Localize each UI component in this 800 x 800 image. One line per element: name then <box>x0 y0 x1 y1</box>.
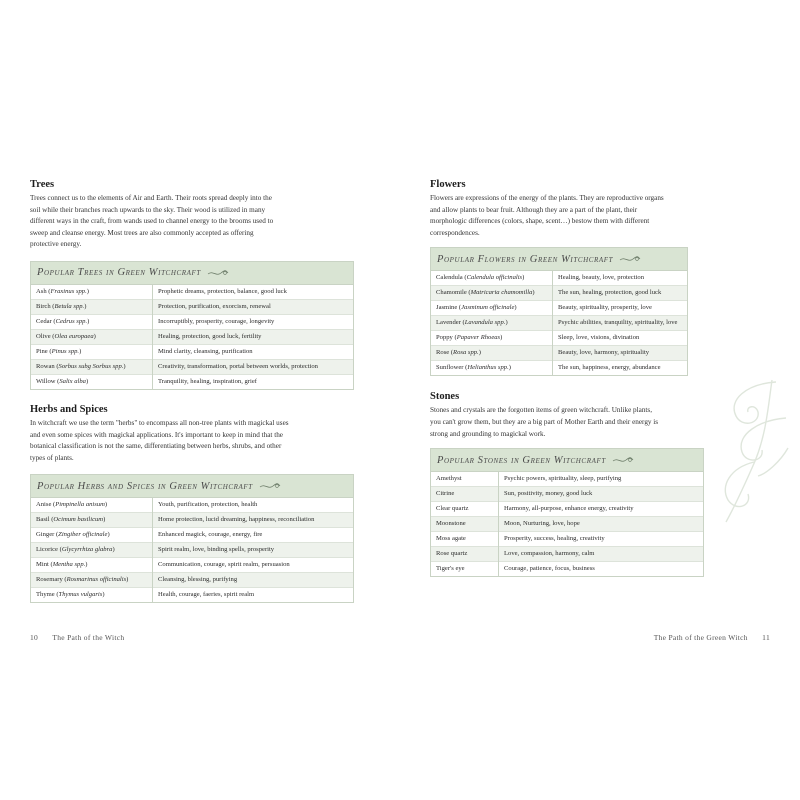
use-cell: Communication, courage, spirit realm, persuasion <box>153 558 354 573</box>
table-row <box>431 361 687 376</box>
use-cell: Sleep, love, visions, divination <box>553 331 688 346</box>
name-cell: Anise (Pimpinella anisum) <box>31 498 153 513</box>
left-page <box>30 178 354 603</box>
use-cell: Psychic powers, spirituality, sleep, purifying <box>504 475 622 483</box>
table-row <box>31 329 353 344</box>
latin-name: Salix alba <box>59 377 86 385</box>
item-name: Ginger <box>36 531 55 539</box>
item-name: Rose <box>436 349 450 357</box>
use-cell: Protection, purification, exorcism, renewal <box>153 299 354 314</box>
table-row <box>31 513 353 528</box>
table-row <box>431 562 703 577</box>
right-footer <box>654 633 770 642</box>
item-name: Pine <box>36 347 48 355</box>
latin-name: Zingiber officinale <box>58 531 108 539</box>
trees-table-body <box>31 285 353 389</box>
item-name: Birch <box>36 302 51 310</box>
item-name: Olive <box>36 332 51 340</box>
latin-name: Cedrus spp. <box>55 317 88 325</box>
latin-name: Fraxinus spp. <box>50 287 87 295</box>
name-cell <box>431 562 499 577</box>
item-name: Licorice <box>36 546 58 554</box>
item-name: Chamomile <box>436 289 467 297</box>
name-cell: Basil (Ocimum basilicum) <box>31 513 153 528</box>
herbs-table-body <box>31 498 353 602</box>
table-row <box>31 299 353 314</box>
item-name: Ash <box>36 287 47 295</box>
name-cell: Mint (Mentha spp.) <box>31 558 153 573</box>
use-cell: Sun, positivity, money, good luck <box>499 487 704 502</box>
name-cell <box>431 472 499 487</box>
table-row <box>31 498 353 513</box>
use-cell: Incorruptibly, prosperity, courage, longevity <box>153 314 354 329</box>
item-name: Rowan <box>36 362 55 370</box>
name-cell: Calendula (Calendula officinalis) <box>431 271 553 286</box>
latin-name: Pimpinella anisum <box>55 501 105 509</box>
latin-name: Pinus spp. <box>51 347 80 355</box>
stones-heading: Stones <box>430 391 460 403</box>
stones-paragraph: Stones and crystals are the forgotten items of green witchcraft. Unlike plants, you can't grow them, but they are a big part of Mother Earth and their energy is strong and grounding to magickal work. <box>430 406 659 438</box>
latin-name: Sorbus subg Sorbus spp. <box>58 362 124 370</box>
table-row <box>431 502 703 517</box>
flourish-icon <box>207 269 229 277</box>
name-cell <box>431 517 499 532</box>
flowers-table <box>430 247 688 376</box>
item-name: Cedar <box>36 317 52 325</box>
use-cell: Creativity, transformation, portal between worlds, protection <box>153 359 354 374</box>
item-name: Calendula <box>436 274 463 282</box>
stones-table-header <box>431 449 703 472</box>
herbs-table-title: Popular Herbs and Spices in Green Witchcraft <box>37 480 253 492</box>
use-cell: Enhanced magick, courage, energy, fire <box>153 528 354 543</box>
table-row <box>431 517 703 532</box>
name-cell: Sunflower (Helianthus spp.) <box>431 361 553 376</box>
use-cell: Psychic abilities, tranquility, spirituality, love <box>553 316 688 331</box>
table-row <box>431 547 703 562</box>
latin-name: Rosmarinus officinalis <box>66 576 127 584</box>
name-cell: Pine (Pinus spp.) <box>31 344 153 359</box>
name-cell: Ash (Fraxinus spp.) <box>31 285 153 300</box>
table-row <box>31 359 353 374</box>
name-cell: Birch (Betula spp.) <box>31 299 153 314</box>
latin-name: Betula spp. <box>54 302 85 310</box>
use-cell: Tranquility, healing, inspiration, grief <box>153 374 354 389</box>
table-row <box>431 316 687 331</box>
trees-table-title: Popular Trees in Green Witchcraft <box>37 267 201 279</box>
use-cell: Moon, Nurturing, love, hope <box>499 517 704 532</box>
name-cell: Jasmine (Jasminum officinale) <box>431 301 553 316</box>
herbs-table-header <box>31 475 353 498</box>
latin-name: Lavandula spp. <box>464 319 506 327</box>
table-row <box>431 331 687 346</box>
item-name: Mint <box>36 561 49 569</box>
table-row <box>31 314 353 329</box>
name-cell <box>431 502 499 517</box>
table-row <box>431 286 687 301</box>
item-name: Willow <box>36 377 56 385</box>
left-footer <box>30 633 124 642</box>
name-cell: Ginger (Zingiber officinale) <box>31 528 153 543</box>
latin-name: Helianthus spp. <box>467 364 509 372</box>
latin-name: Papaver Rhoeas <box>456 334 501 342</box>
name-cell: Rowan (Sorbus subg Sorbus spp.) <box>31 359 153 374</box>
name-cell <box>431 487 499 502</box>
use-cell: Healing, beauty, love, protection <box>558 274 644 282</box>
trees-table-header <box>31 262 353 285</box>
name-cell <box>431 547 499 562</box>
stones-table-title: Popular Stones in Green Witchcraft <box>437 454 606 466</box>
use-cell: Love, compassion, harmony, calm <box>499 547 704 562</box>
swirl-ornament-icon <box>706 378 790 524</box>
use-cell: Harmony, all-purpose, enhance energy, creativity <box>499 502 704 517</box>
use-cell: Courage, patience, focus, business <box>499 562 704 577</box>
name-cell: Thyme (Thymus vulgaris) <box>31 588 153 603</box>
table-row <box>31 528 353 543</box>
herbs-heading: Herbs and Spices <box>30 403 108 415</box>
name-cell: Willow (Salix alba) <box>31 374 153 389</box>
use-cell: Cleansing, blessing, purifying <box>153 573 354 588</box>
latin-name: Calendula officinalis <box>466 274 523 282</box>
item-name: Basil <box>36 516 50 524</box>
name-cell: Licorice (Glycyrrhiza glabra) <box>31 543 153 558</box>
flowers-heading: Flowers <box>430 179 466 190</box>
table-row <box>431 532 703 547</box>
table-row <box>31 588 353 603</box>
item-name: Lavender <box>436 319 461 327</box>
use-cell: Spirit realm, love, binding spells, prosperity <box>153 543 354 558</box>
table-row <box>31 543 353 558</box>
name-cell: Olive (Olea europaea) <box>31 329 153 344</box>
item-name: Moonstone <box>436 520 466 528</box>
use-cell: The sun, happiness, energy, abundance <box>553 361 688 376</box>
table-row <box>31 374 353 389</box>
item-name: Tiger's eye <box>436 565 465 573</box>
item-name: Citrine <box>436 490 455 498</box>
item-name: Poppy <box>436 334 453 342</box>
table-row <box>31 285 353 300</box>
table-row <box>431 346 687 361</box>
item-name: Moss agate <box>436 535 466 543</box>
left-page-number: 10 <box>30 633 39 642</box>
latin-name: Ocimum basilicum <box>53 516 104 524</box>
name-cell: Cedar (Cedrus spp.) <box>31 314 153 329</box>
flourish-icon <box>612 456 634 464</box>
right-page <box>430 178 704 577</box>
item-name: Sunflower <box>436 364 464 372</box>
use-cell: Beauty, love, harmony, spirituality <box>553 346 688 361</box>
item-name: Clear quartz <box>436 505 469 513</box>
flourish-icon <box>619 255 641 263</box>
flowers-table-body <box>431 271 687 375</box>
latin-name: Jasminum officinale <box>461 304 515 312</box>
left-running-title: The Path of the Witch <box>52 633 125 642</box>
trees-paragraph: Trees connect us to the elements of Air and Earth. Their roots spread deeply into the soil while their branches reach upwards to the sky. Their wood is utilized in many different ways in the craft, from wands used to channel energy to the brooms used to sweep and cleanse energy. Most trees are also commonly accepted as offering protective energy. <box>30 194 274 249</box>
herbs-table <box>30 474 354 603</box>
item-name: Anise <box>36 501 52 509</box>
flowers-table-header <box>431 248 687 271</box>
latin-name: Rosa spp. <box>453 349 479 357</box>
flowers-table-title: Popular Flowers in Green Witchcraft <box>437 253 614 265</box>
table-row <box>31 573 353 588</box>
item-name: Jasmine <box>436 304 458 312</box>
table-row <box>431 472 703 487</box>
use-cell: Mind clarity, cleansing, purification <box>153 344 354 359</box>
table-row <box>431 301 687 316</box>
use-cell: Youth, purification, protection, health <box>158 501 258 509</box>
use-cell: Beauty, spirituality, prosperity, love <box>553 301 688 316</box>
table-row <box>431 487 703 502</box>
item-name: Rose quartz <box>436 550 468 558</box>
latin-name: Matricaria chamomilla <box>470 289 533 297</box>
name-cell: Rosemary (Rosmarinus officinalis) <box>31 573 153 588</box>
table-row <box>431 271 687 286</box>
use-cell: Healing, protection, good luck, fertility <box>153 329 354 344</box>
item-name: Thyme <box>36 591 55 599</box>
right-page-number: 11 <box>762 633 770 642</box>
name-cell <box>431 532 499 547</box>
item-name: Amethyst <box>436 475 462 483</box>
name-cell: Lavender (Lavandula spp.) <box>431 316 553 331</box>
table-row <box>31 344 353 359</box>
trees-table <box>30 261 354 390</box>
latin-name: Olea europaea <box>54 332 94 340</box>
trees-heading: Trees <box>30 179 55 190</box>
right-running-title: The Path of the Green Witch <box>653 633 748 642</box>
stones-table-body <box>431 472 703 576</box>
latin-name: Mentha spp. <box>52 561 86 569</box>
name-cell: Rose (Rosa spp.) <box>431 346 553 361</box>
herbs-paragraph: In witchcraft we use the term "herbs" to encompass all non-tree plants with magickal uses and even some spices with magickal applications. It's important to keep in mind that the botanical classification is not the same, differentiating between herbs, shrubs, and other types of plants. <box>30 418 289 462</box>
name-cell: Chamomile (Matricaria chamomilla) <box>431 286 553 301</box>
latin-name: Thymus vulgaris <box>58 591 103 599</box>
use-cell: Home protection, lucid dreaming, happiness, reconciliation <box>153 513 354 528</box>
use-cell: The sun, healing, protection, good luck <box>553 286 688 301</box>
use-cell: Prosperity, success, healing, creativity <box>499 532 704 547</box>
use-cell: Health, courage, faeries, spirit realm <box>153 588 354 603</box>
table-row <box>31 558 353 573</box>
stones-table <box>430 448 704 577</box>
flowers-paragraph: Flowers are expressions of the energy of the plants. They are reproductive organs and allow plants to bear fruit. Although they are a part of the plant, their morphologic differences (colors, shape, scent…) bestow them with different correspondences. <box>430 194 664 237</box>
use-cell: Prophetic dreams, protection, balance, good luck <box>158 287 287 295</box>
latin-name: Glycyrrhiza glabra <box>61 546 113 554</box>
flourish-icon <box>259 482 281 490</box>
item-name: Rosemary <box>36 576 63 584</box>
name-cell: Poppy (Papaver Rhoeas) <box>431 331 553 346</box>
